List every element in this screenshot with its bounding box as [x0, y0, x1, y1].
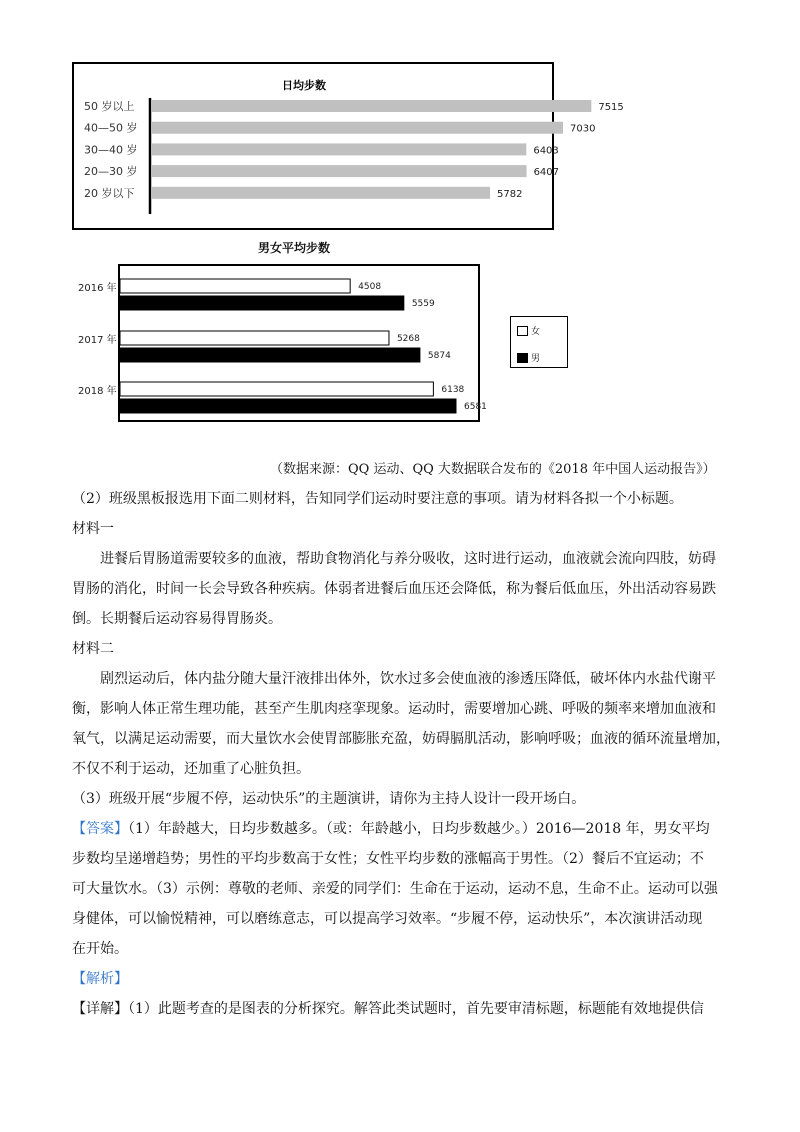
material-2-line: 衡，影响人体正常生理功能，甚至产生肌肉痉挛现象。运动时，需要增加心跳、呼吸的频率来增加血液和	[72, 701, 716, 717]
tick-label: 2016 年	[78, 283, 117, 294]
bar	[120, 382, 433, 396]
data-label: 6403	[533, 145, 559, 157]
bar	[120, 296, 404, 310]
data-label: 6138	[441, 385, 465, 395]
answer-line: 身健体，可以愉悦精神，可以磨练意志，可以提高学习效率。“步履不停，运动快乐”，本次演讲活动现	[72, 911, 703, 927]
data-label: 4508	[358, 282, 382, 292]
gender-legend	[510, 316, 568, 368]
bar	[152, 100, 591, 112]
analysis-tag: 【解析】	[72, 971, 128, 987]
material-1-line: 胃肠的消化，时间一长会导致各种疾病。体弱者进餐后血压还会降低，称为餐后低血压，外出活动容易跌	[72, 581, 716, 597]
detail-line	[72, 998, 704, 1018]
data-label: 5874	[427, 351, 451, 361]
material-2-line: 不仅不利于运动，还加重了心脏负担。	[72, 761, 310, 777]
gender-steps-chart	[70, 262, 490, 427]
data-label: 5559	[411, 299, 435, 309]
material-1-line: 进餐后胃肠道需要较多的血液，帮助食物消化与养分吸收，这时进行运动，血液就会流向四肢，妨碍	[100, 551, 716, 567]
bar	[152, 165, 527, 177]
detail-tag: 【详解】	[72, 1001, 128, 1017]
tick-label: 40—50 岁	[84, 121, 138, 135]
tick-label: 2018 年	[78, 386, 117, 397]
tick-label: 20 岁以下	[84, 186, 135, 200]
data-label: 5268	[396, 334, 420, 344]
question-3: （3）班级开展“步履不停，运动快乐”的主题演讲，请你为主持人设计一段开场白。	[72, 791, 586, 807]
legend-swatch-male	[517, 353, 528, 363]
tick-label: 50 岁以上	[84, 100, 135, 113]
answer-text: （1）年龄越大，日均步数越多。（或：年龄越小，日均步数越少。）2016—2018 年，男女平均	[128, 821, 710, 837]
age-steps-chart-svg	[74, 64, 624, 228]
legend-label-male: 男	[531, 354, 541, 364]
bar	[120, 331, 389, 345]
material-2-line: 剧烈运动后，体内盐分随大量汗液排出体外，饮水过多会使血液的渗透压降低，破坏体内水盐代谢平	[100, 671, 716, 687]
bar	[120, 279, 350, 293]
bar	[152, 122, 563, 134]
answer-line	[72, 818, 710, 838]
age-steps-chart	[72, 62, 624, 230]
bar	[152, 143, 526, 155]
answer-line: 步数均呈递增趋势；男性的平均步数高于女性；女性平均步数的涨幅高于男性。（2）餐后不宜运动；不	[72, 851, 704, 867]
tick-label: 2017 年	[78, 335, 117, 346]
bar	[120, 348, 420, 362]
data-label: 7030	[569, 123, 596, 135]
tick-label: 20—30 岁	[84, 165, 138, 179]
answer-tag: 【答案】	[72, 821, 128, 837]
gender-steps-chart-title: 男女平均步数	[258, 241, 331, 255]
question-2: （2）班级黑板报选用下面二则材料，告知同学们运动时要注意的事项。请为材料各拟一个小标题。	[72, 491, 683, 507]
data-label: 6581	[464, 402, 487, 412]
answer-line: 可大量饮水。（3）示例：尊敬的老师、亲爱的同学们：生命在于运动，运动不息，生命不止。运动可以强	[72, 881, 718, 897]
legend-item-female	[517, 324, 540, 337]
data-label: 6407	[533, 167, 560, 179]
detail-text: （1）此题考查的是图表的分析探究。解答此类试题时，首先要审清标题，标题能有效地提供信	[128, 1001, 704, 1017]
answer-line: 在开始。	[72, 941, 128, 957]
material-1-title: 材料一	[72, 521, 114, 537]
legend-item-male	[517, 351, 540, 364]
material-2-title: 材料二	[72, 641, 114, 657]
bar	[120, 399, 456, 413]
legend-label-female: 女	[531, 327, 541, 337]
data-label: 7515	[598, 102, 624, 113]
material-2-line: 氧气，以满足运动需要，而大量饮水会使胃部膨胀充盈，妨碍膈肌活动，影响呼吸；血液的循环流量增加，	[72, 731, 730, 747]
chart-title: 日均步数	[282, 79, 326, 92]
data-label: 5782	[497, 188, 523, 200]
bar	[152, 187, 490, 199]
data-source-note: （数据来源：QQ 运动、QQ 大数据联合发布的《2018 年中国人运动报告》）	[270, 462, 716, 477]
tick-label: 30—40 岁	[84, 143, 138, 157]
material-1-line: 倒。长期餐后运动容易得胃肠炎。	[72, 611, 282, 627]
legend-swatch-female	[517, 326, 528, 336]
